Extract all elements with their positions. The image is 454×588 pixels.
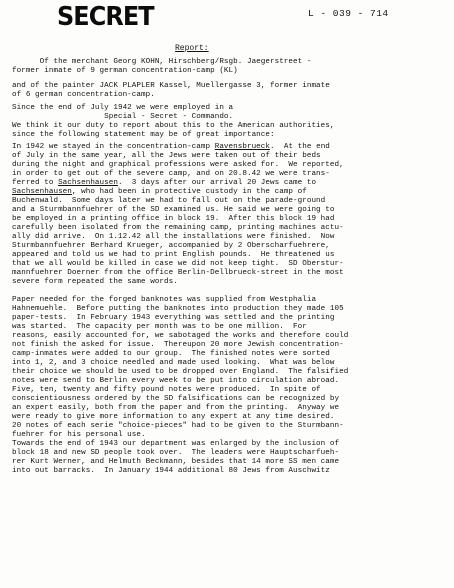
text-line: and of the painter JACK PLAPLER Kassel, Muellergasse 3, former inmate [12, 82, 330, 90]
document-number: L - 039 - 714 [308, 8, 389, 19]
text-line: since the following statement may be of great importance: [12, 131, 275, 139]
secret-stamp: SECRET [57, 2, 154, 32]
text-line: during the night and graphical professions were asked for. We reported, [12, 161, 344, 169]
text-line: Buchenwald. Some days later we had to fall out on the parade-ground [12, 197, 326, 205]
text-line: mannfuehrer Doerner from the office Berlin-Dellbrueck-street in the most [12, 269, 344, 277]
text-line: Sachsenhausen, who had been in protective custody in the camp of [12, 188, 307, 196]
text-line: paper-tests. In February 1943 everything was settled and the printing [12, 314, 335, 322]
text-line: Sturmbannfuehrer Berhard Krueger, accompanied by 2 Oberscharfuehrere, [12, 242, 330, 250]
text-line: Paper needed for the forged banknotes was supplied from Westphalia [12, 296, 317, 304]
text-line: ally did arrive. On 1.12.42 all the installations were finished. Now [12, 233, 335, 241]
text-line: conscientiousness ordered by the SD falsifications can be recognized by [12, 395, 340, 403]
text-line: be employed in a printing office in block 19. After this block 19 had [12, 215, 335, 223]
text-line: an expert easily, both from the paper and from the printing. Anyway we [12, 404, 340, 412]
text-line: not finish the asked for issue. Thereupon 20 more Jewish concentration- [12, 341, 344, 349]
text-line: and a Sturmbannfuehrer of the SD examined us. He said we were going to [12, 206, 335, 214]
report-title: Report: [175, 44, 209, 53]
text-line: notes were send to Berlin every week to be put into circulation abroad. [12, 377, 340, 385]
text-line: severe form repeated the same words. [12, 278, 178, 286]
text-line: Towards the end of 1943 our department was enlarged by the inclusion of [12, 440, 340, 448]
text-line: camp-inmates were added to our group. The finished notes were sorted [12, 350, 330, 358]
text-line: into 1, 2, and 3 choice needled and made used looking. What was below [12, 359, 335, 367]
text-line: reasons, easily accounted for, we sabotaged the works and therefore could [12, 332, 349, 340]
text-line: block 18 and new SD people took over. The leaders were Hauptscharfueh- [12, 449, 340, 457]
text-line: rer Kurt Werner, and Helmuth Beckmann, besides that 14 more SS men came [12, 458, 340, 466]
text-line: In 1942 we stayed in the concentration-camp Ravensbrueck. At the end [12, 143, 330, 151]
text-line: that we all would be killed in case we did not keep tight. SD Oberstur- [12, 260, 344, 268]
text-line: We think it our duty to report about this to the American authorities, [12, 122, 335, 130]
text-line: Since the end of July 1942 we were employed in a [12, 104, 234, 112]
text-line: 20 notes of each serie "choice-pieces" had to be given to the Sturmbann- [12, 422, 344, 430]
text-line: former inmate of 9 german concentration-camp (KL) [12, 67, 238, 75]
text-line: fuehrer for his personal use. [12, 431, 146, 439]
text-line: Of the merchant Georg KOHN, Hirschberg/Rsgb. Jaegerstreet - [12, 58, 312, 66]
text-line: appeared and told us we had to print English pounds. He threatened us [12, 251, 335, 259]
text-line: Special - Secret - Commando. [12, 113, 234, 121]
text-line: Five, ten, twenty and fifty pound notes were produced. In spite of [12, 386, 321, 394]
text-line: into out barracks. In January 1944 additional 80 Jews from Auschwitz [12, 467, 330, 475]
text-line: their choice we should be used to be dropped over England. The falsified [12, 368, 349, 376]
text-line: of July in the same year, all the Jews were taken out of their beds [12, 152, 321, 160]
text-line: in order to get out of the severe camp, and on 20.8.42 we were trans- [12, 170, 330, 178]
text-line: of 6 german concentration-camp. [12, 91, 155, 99]
text-line: carefully been isolated from the remaining camp, printing machines actu- [12, 224, 344, 232]
text-line: ferred to Sachsenhausen. 3 days after our arrival 20 Jews came to [12, 179, 317, 187]
text-line: was started. The capacity per month was to be one million. For [12, 323, 307, 331]
text-line: were ready to give more information to any expert at any time desired. [12, 413, 335, 421]
text-line: Hahnemuehle. Before putting the banknotes into production they made 105 [12, 305, 344, 313]
